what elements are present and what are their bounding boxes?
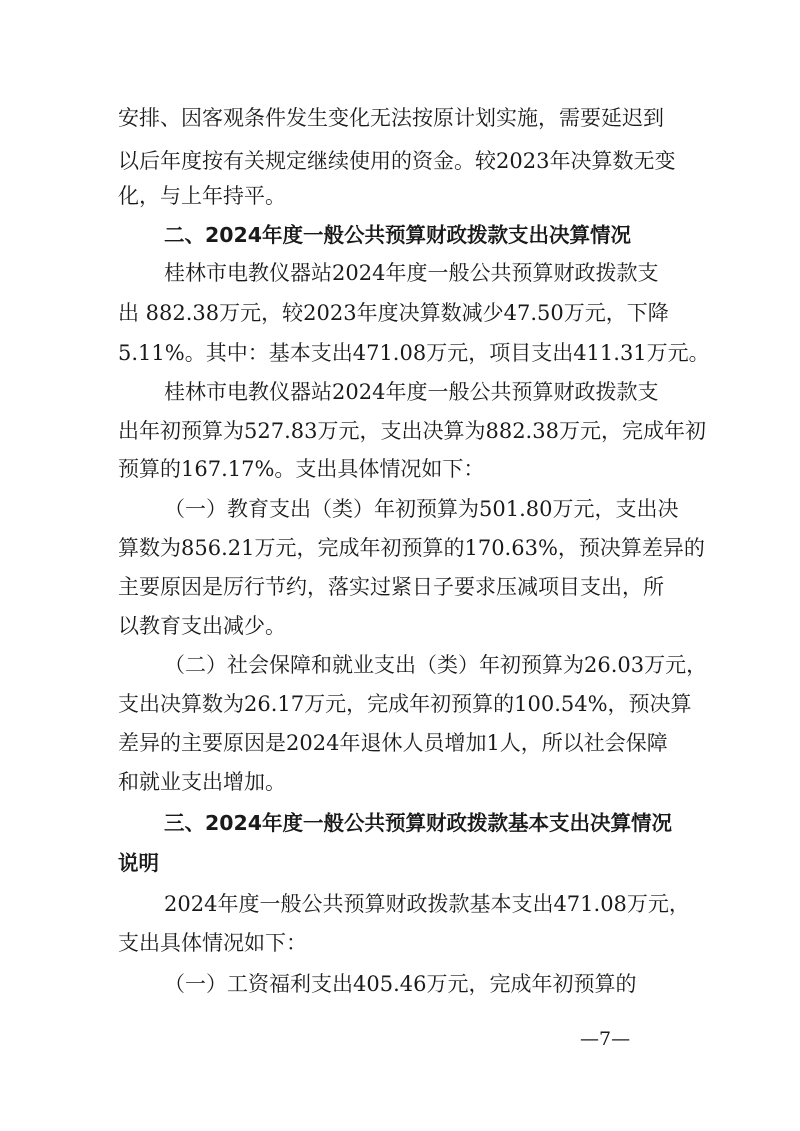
- paragraph-line: （一）工资福利支出405.46万元，完成年初预算的: [164, 972, 637, 996]
- paragraph-line: 以后年度按有关规定继续使用的资金。较2023年决算数无变: [118, 149, 676, 173]
- paragraph-line: 出 882.38万元，较2023年度决算数减少47.50万元，下降: [118, 301, 669, 325]
- section-heading: 三、2024年度一般公共预算财政拨款基本支出决算情况: [164, 811, 673, 835]
- paragraph-line: 差异的主要原因是2024年退休人员增加1人，所以社会保障: [118, 731, 668, 755]
- paragraph-line: 算数为856.21万元，完成年初预算的170.63%，预决算差异的: [118, 536, 705, 560]
- section-heading: 二、2024年度一般公共预算财政拨款支出决算情况: [164, 223, 632, 247]
- paragraph-line: 桂林市电教仪器站2024年度一般公共预算财政拨款支: [164, 380, 659, 404]
- paragraph-line: （一）教育支出（类）年初预算为501.80万元，支出决: [164, 497, 679, 521]
- paragraph-line: 出年初预算为527.83万元，支出决算为882.38万元，完成年初: [118, 419, 706, 443]
- paragraph-line: 以教育支出减少。: [118, 614, 286, 638]
- paragraph-line: 主要原因是厉行节约，落实过紧日子要求压减项目支出，所: [118, 575, 664, 599]
- paragraph-line: 和就业支出增加。: [118, 770, 286, 794]
- paragraph-line: 2024年度一般公共预算财政拨款基本支出471.08万元，: [164, 892, 690, 916]
- paragraph-line: 安排、因客观条件发生变化无法按原计划实施，需要延迟到: [118, 106, 664, 130]
- paragraph-line: 支出具体情况如下：: [118, 931, 307, 955]
- paragraph-line: 桂林市电教仪器站2024年度一般公共预算财政拨款支: [164, 261, 659, 285]
- paragraph-line: 支出决算数为26.17万元，完成年初预算的100.54%，预决算: [118, 692, 692, 716]
- paragraph-line: （二）社会保障和就业支出（类）年初预算为26.03万元，: [164, 653, 708, 677]
- page-number: —7—: [580, 1028, 631, 1050]
- paragraph-line: 化，与上年持平。: [118, 184, 286, 208]
- paragraph-line: 5.11%。其中：基本支出471.08万元，项目支出411.31万元。: [118, 341, 710, 365]
- section-heading: 说明: [118, 851, 159, 875]
- paragraph-line: 预算的167.17%。支出具体情况如下：: [118, 457, 485, 481]
